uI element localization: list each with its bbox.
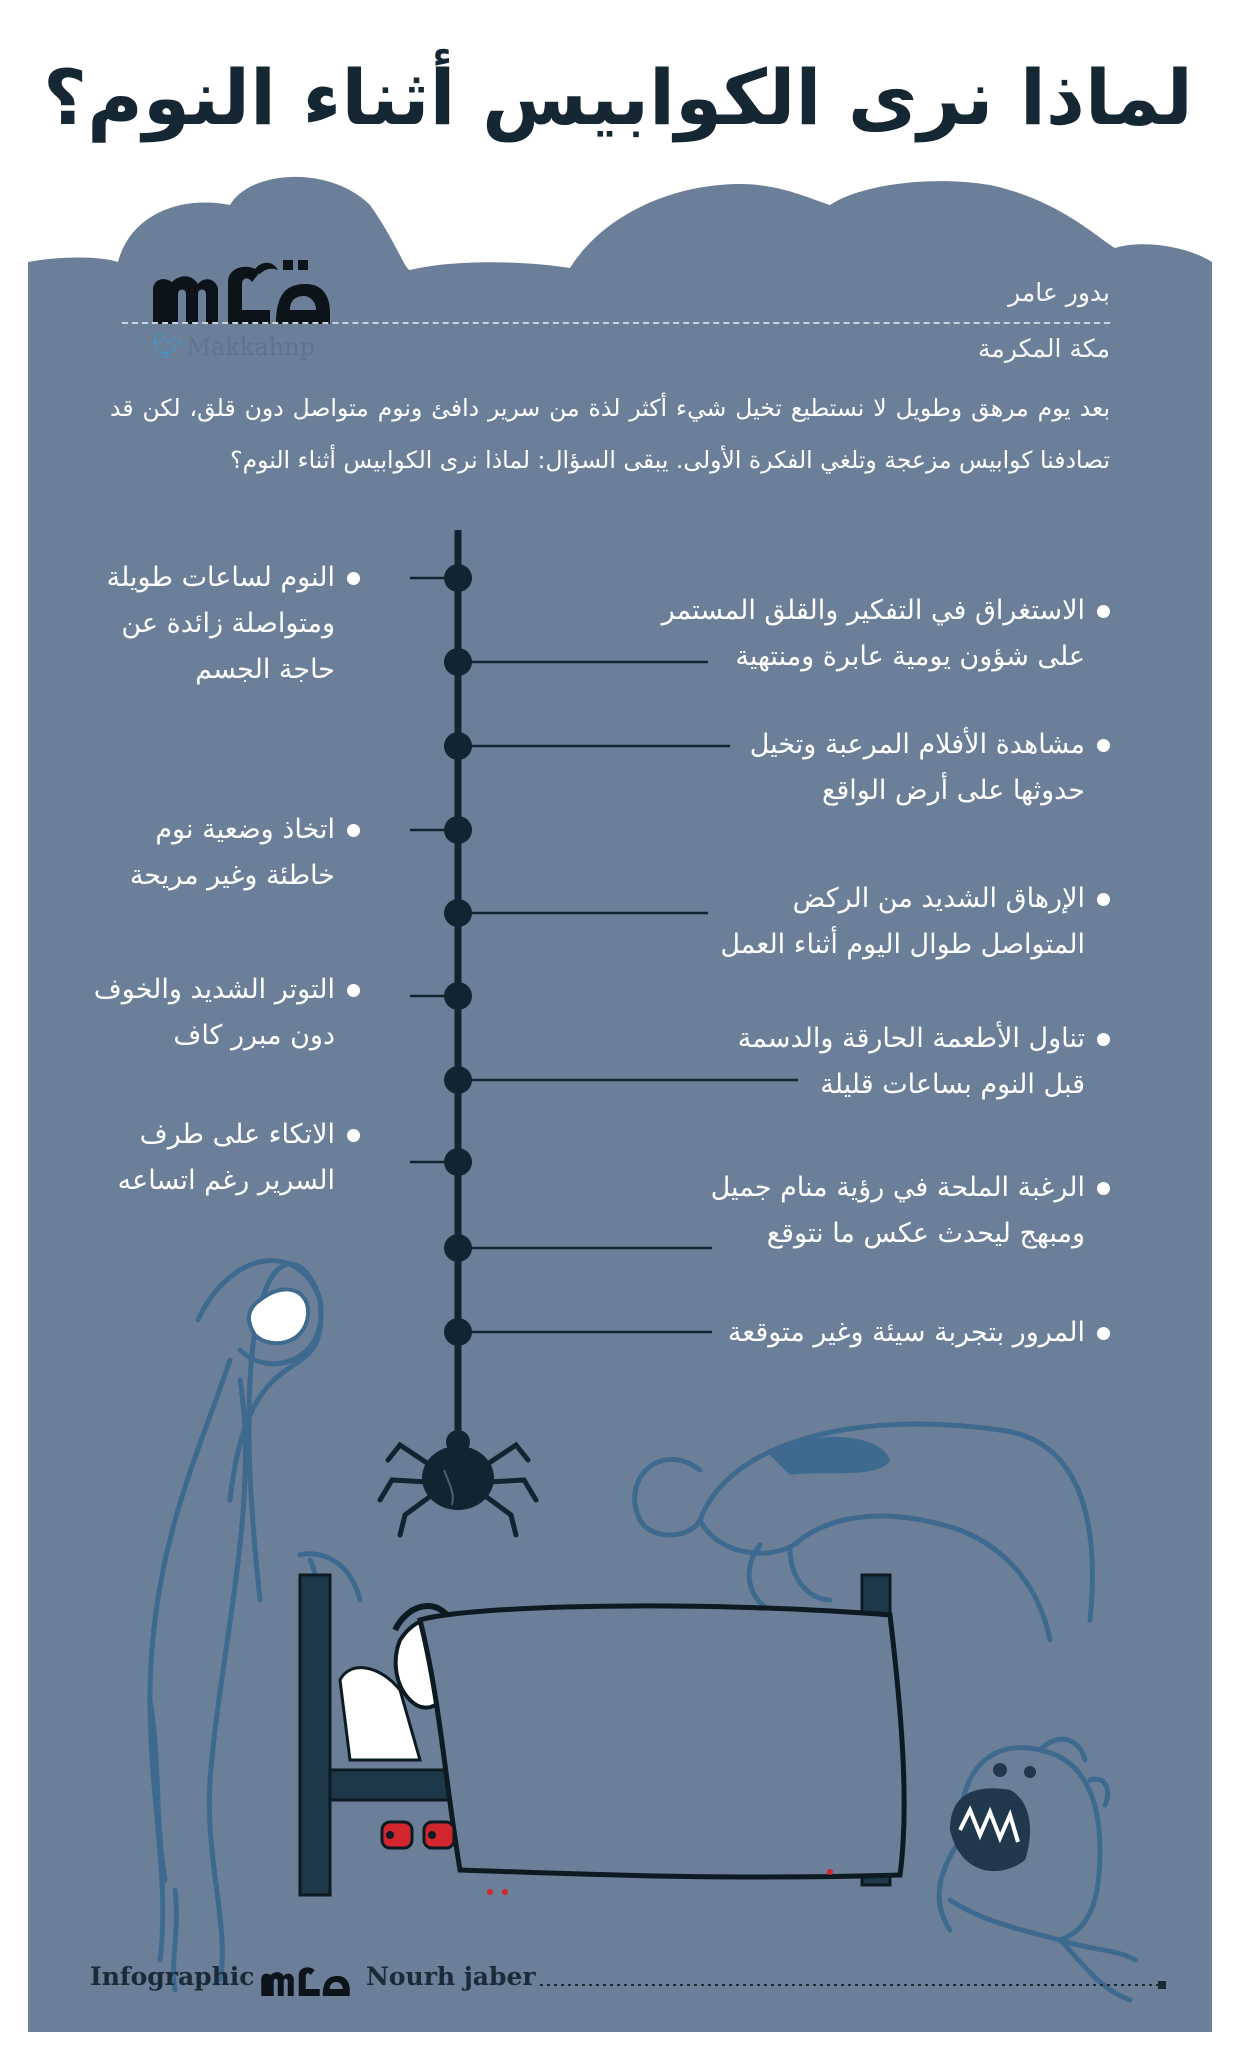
page-title: لماذا نرى الكوابيس أثناء النوم؟ <box>43 53 1193 142</box>
timeline-node <box>444 982 472 1010</box>
timeline-node <box>444 732 472 760</box>
right-item: تناول الأطعمة الحارقة والدسمة قبل النوم بساعات قليلة <box>738 1016 1110 1108</box>
left-item: اتخاذ وضعية نوم خاطئة وغير مريحة <box>130 807 360 899</box>
timeline-node <box>444 648 472 676</box>
bullet-icon <box>347 572 360 585</box>
bullet-icon <box>1097 1327 1110 1340</box>
timeline-node <box>444 816 472 844</box>
right-item: الرغبة الملحة في رؤية منام جميل ومبهج ليحدث عكس ما نتوقع <box>711 1165 1110 1257</box>
footer-logo <box>252 1960 358 2000</box>
timeline-node <box>444 1066 472 1094</box>
intro-paragraph: بعد يوم مرهق وطويل لا نستطيع تخيل شيء أكثر لذة من سرير دافئ ونوم متواصل دون قلق، لكن قد تصادفنا كوابيس مزعجة وتلغي الفكرة الأولى. يبقى السؤال: لماذا نرى الكوابيس أثناء النوم؟ <box>110 394 1110 474</box>
location-name: مكة المكرمة <box>978 334 1110 363</box>
bullet-icon <box>347 984 360 997</box>
timeline-node <box>444 1234 472 1262</box>
monster-eye <box>993 1763 1007 1777</box>
author-name: بدور عامر <box>1008 278 1110 307</box>
bullet-icon <box>1097 1033 1110 1046</box>
timeline-node <box>444 564 472 592</box>
bullet-icon <box>1097 739 1110 752</box>
right-item: الاستغراق في التفكير والقلق المستمر على شؤون يومية عابرة ومنتهية <box>662 588 1110 680</box>
bullet-icon <box>1097 605 1110 618</box>
left-item: الاتكاء على طرف السرير رغم اتساعه <box>118 1112 360 1204</box>
logo-makkah <box>148 252 333 332</box>
footer-divider-end <box>1158 1981 1166 1989</box>
bullet-icon <box>1097 1182 1110 1195</box>
timeline-node <box>444 899 472 927</box>
social-handle-text: Makkahnp <box>186 333 316 361</box>
timeline-node <box>444 1148 472 1176</box>
left-item: التوتر الشديد والخوف دون مبرر كاف <box>94 967 360 1059</box>
right-item: الإرهاق الشديد من الركض المتواصل طوال اليوم أثناء العمل <box>720 876 1110 968</box>
social-handle[interactable] <box>152 333 315 361</box>
left-item: النوم لساعات طويلة ومتواصلة زائدة عن حاجة الجسم <box>107 555 360 693</box>
bullet-icon <box>1097 893 1110 906</box>
right-item: مشاهدة الأفلام المرعبة وتخيل حدوثها على أرض الواقع <box>750 722 1110 814</box>
bullet-icon <box>347 824 360 837</box>
right-item: المرور بتجربة سيئة وغير متوقعة <box>728 1310 1110 1356</box>
header-divider <box>122 322 1110 324</box>
footer-label-infographic: Infographic <box>90 1962 255 1991</box>
footer-label-author: Nourh jaber <box>366 1962 536 1991</box>
timeline-node <box>444 1318 472 1346</box>
bullet-icon <box>347 1129 360 1142</box>
twitter-bird-icon: 🐦︎ <box>152 333 183 361</box>
monster-eye <box>1024 1766 1036 1778</box>
